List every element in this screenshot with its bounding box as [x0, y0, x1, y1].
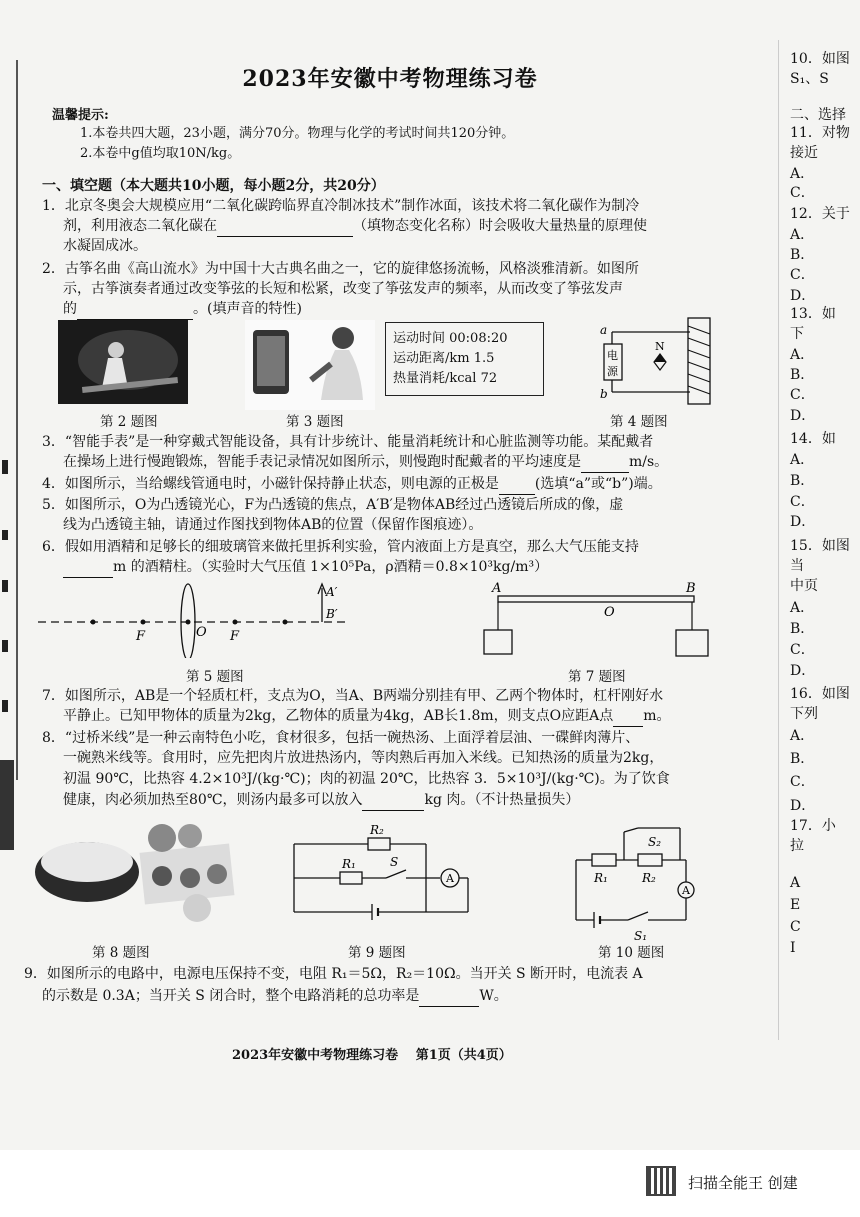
figure-5-diagram	[38, 578, 358, 658]
right-column-fragment: C．	[790, 185, 815, 201]
question-7-line-2	[63, 706, 671, 727]
power-label-1: 电	[607, 349, 618, 362]
right-column-fragment: S₁、S	[790, 71, 829, 87]
figure-4-caption: 第 4 题图	[610, 414, 668, 430]
figure-8-caption: 第 8 题图	[92, 945, 150, 961]
right-column-fragment: 接近	[790, 145, 818, 161]
right-column-fragment: D．	[790, 798, 816, 814]
column-divider	[778, 40, 779, 1040]
smartwatch-runner-illustration	[245, 320, 375, 410]
figure-10-diagram	[568, 820, 698, 942]
question-1-text-b: （填物态变化名称）时会吸收大量热量的原理使	[353, 218, 647, 234]
question-9-text-a: 的示数是 0.3A；当开关 S 闭合时，整个电路消耗的总功率是	[42, 988, 420, 1004]
fig10-r1-label: R₁	[594, 871, 608, 885]
right-column-fragment: C．	[790, 387, 815, 403]
question-3-text-a: 在操场上进行慢跑锻炼，智能手表记录情况如图所示，则慢跑时配戴者的平均速度是	[63, 454, 581, 470]
watch-calories: 热量消耗/kcal 72	[393, 371, 498, 386]
right-column-fragment: A．	[790, 166, 815, 182]
figure-7-caption: 第 7 题图	[568, 669, 626, 685]
qr-code-icon	[646, 1166, 676, 1196]
north-pole-label: N	[655, 340, 665, 353]
tips-line-2: 2.本卷中g值均取10N/kg。	[80, 146, 241, 161]
fig9-r1-label: R₁	[342, 857, 356, 871]
answer-blank-7[interactable]	[613, 712, 643, 727]
right-column-fragment: 13．如	[790, 306, 836, 322]
answer-blank-9[interactable]	[419, 992, 479, 1007]
right-column-fragment: 12．关于	[790, 206, 850, 222]
right-column-fragment: 拉	[790, 838, 804, 854]
focus-right-label: F	[230, 629, 240, 644]
right-column-fragment: A．	[790, 347, 815, 363]
right-column-fragment: 11．对物	[790, 125, 850, 141]
fig10-s2-label: S₂	[648, 835, 662, 849]
right-column-fragment: A．	[790, 600, 815, 616]
image-top-label: A′	[326, 585, 338, 599]
right-column-fragment: D．	[790, 514, 816, 530]
question-4-text-b: (选填“a”或“b”)端。	[534, 476, 662, 492]
question-6-line-1: 6．假如用酒精和足够长的细玻璃管来做托里拆利实验，管内液面上方是真空，那么大气压能支持	[42, 539, 639, 555]
right-column-fragment: B．	[790, 621, 815, 637]
right-column-fragment: 二、选择	[790, 107, 846, 123]
question-1-text-a: 剂，利用液态二氧化碳在	[63, 218, 217, 234]
right-column-fragment: 中页	[790, 578, 818, 594]
right-column-fragment: C	[790, 919, 801, 935]
question-2-text-b: 。(填声音的特性)	[193, 301, 302, 317]
figure-2-photo	[58, 320, 188, 404]
right-column-fragment: I	[790, 940, 796, 956]
question-2-text-a: 的	[63, 301, 77, 317]
power-label-2: 源	[607, 365, 618, 378]
figure-2-caption: 第 2 题图	[100, 414, 158, 430]
right-column-fragment: B．	[790, 367, 815, 383]
figure-9-diagram	[288, 822, 478, 932]
question-7-text-a: 平静止。已知甲物体的质量为2kg，乙物体的质量为4kg，AB长1.8m，则支点O应距A点	[63, 708, 614, 724]
right-column-fragment: A	[790, 875, 801, 891]
right-column-fragment: 14．如	[790, 431, 836, 447]
guzheng-player-illustration	[58, 320, 188, 404]
page-footer: 2023年安徽中考物理练习卷 第1页（共4页）	[232, 1048, 512, 1063]
answer-blank-1[interactable]	[217, 222, 353, 237]
figure-7-diagram	[478, 578, 718, 660]
question-2-line-2: 示，古筝演奏者通过改变筝弦的长短和松紧，改变了筝弦发声的频率，从而改变了筝弦发声	[63, 281, 623, 297]
question-1-line-2	[63, 216, 647, 237]
right-column-fragment: A．	[790, 728, 815, 744]
scanner-brand-label: 扫描全能王 创建	[688, 1174, 798, 1192]
right-column-fragment: 10．如图	[790, 51, 850, 67]
question-8-text-a: 健康，肉必须加热至80℃，则汤内最多可以放入	[63, 792, 363, 808]
figure-4-diagram	[598, 314, 728, 406]
right-column-fragment: A．	[790, 227, 815, 243]
question-8-line-2: 一碗熟米线等。食用时，应先把肉片放进热汤内，等肉熟后再加入米线。已知热汤的质量为2kg，	[63, 750, 664, 766]
figure-9-caption: 第 9 题图	[348, 945, 406, 961]
figure-3-caption: 第 3 题图	[286, 414, 344, 430]
right-column-fragment: 下	[790, 326, 804, 342]
binding-edge	[0, 60, 22, 780]
question-8-line-1: 8．“过桥米线”是一种云南特色小吃，食材很多，包括一碗热汤、上面浮着层油、一碟鲜肉薄片、	[42, 730, 640, 746]
question-4-line	[42, 474, 662, 495]
question-2-line-3	[63, 299, 302, 320]
question-7-line-1: 7．如图所示，AB是一个轻质杠杆，支点为O，当A、B两端分别挂有甲、乙两个物体时，杠杆刚好水	[42, 688, 664, 704]
question-3-line-2	[63, 452, 668, 473]
answer-blank-2[interactable]	[77, 305, 193, 320]
question-9-text-b: W。	[479, 988, 508, 1004]
right-column-fragment: C．	[790, 642, 815, 658]
right-column-fragment: 17．小	[790, 818, 836, 834]
terminal-a-label: a	[600, 323, 608, 337]
right-column-fragment: 当	[790, 558, 804, 574]
question-1-line-1: 1．北京冬奥会大规模应用“二氧化碳跨临界直冷制冰技术”制作冰面，该技术将二氧化碳作为制冷	[42, 198, 640, 214]
question-7-text-b: m。	[643, 708, 671, 724]
fig9-ammeter-label: A	[446, 872, 454, 885]
question-6-line-2	[63, 557, 548, 578]
right-column-fragment: 15．如图	[790, 538, 850, 554]
question-5-line-2: 线为凸透镜主轴，请通过作图找到物体AB的位置（保留作图痕迹）。	[63, 517, 483, 533]
watch-distance: 运动距离/km 1.5	[393, 351, 495, 366]
fig10-r2-label: R₂	[642, 871, 656, 885]
focus-left-label: F	[136, 629, 146, 644]
side-shadow	[0, 760, 14, 850]
fig9-r2-label: R₂	[370, 823, 384, 837]
fig10-ammeter-label: A	[682, 884, 690, 897]
right-column-fragment: B．	[790, 473, 815, 489]
right-column-fragment: D．	[790, 663, 816, 679]
answer-blank-4[interactable]	[499, 480, 535, 495]
question-8-line-4	[63, 790, 579, 811]
terminal-b-label: b	[600, 387, 608, 401]
right-column-fragment: C．	[790, 267, 815, 283]
optical-center-label: O	[196, 625, 207, 640]
figure-10-caption: 第 10 题图	[598, 945, 665, 961]
question-3-line-1: 3．“智能手表”是一种穿戴式智能设备，具有计步统计、能量消耗统计和心脏监测等功能。某配戴者	[42, 434, 654, 450]
question-1-line-3: 水凝固成冰。	[63, 238, 147, 254]
right-column-fragment: D．	[790, 408, 816, 424]
section-1-heading: 一、填空题（本大题共10小题，每小题2分，共20分）	[42, 178, 385, 194]
right-column-fragment: E	[790, 897, 801, 913]
question-6-text-b: m 的酒精柱。（实验时大气压值 1×10⁵Pa，ρ酒精＝0.8×10³kg/m³）	[113, 559, 549, 575]
question-9-line-2	[42, 986, 508, 1007]
right-column-fragment: 下列	[790, 706, 818, 722]
fig10-s1-label: S₁	[634, 929, 648, 942]
answer-blank-6[interactable]	[63, 563, 113, 578]
lever-end-b-label: B	[686, 581, 696, 596]
question-2-line-1: 2．古筝名曲《高山流水》为中国十大古典名曲之一，它的旋律悠扬流畅，风格淡雅清新。如图所	[42, 261, 639, 277]
image-bottom-label: B′	[326, 607, 338, 621]
page-title: 2023年安徽中考物理练习卷	[242, 66, 538, 92]
fig9-switch-label: S	[390, 855, 399, 869]
question-8-line-3: 初温 90℃，比热容 4.2×10³J/(kg·℃)；肉的初温 20℃，比热容 3．5×10³J/(kg·℃)。为了饮食	[63, 771, 670, 787]
right-column-fragment: B．	[790, 247, 815, 263]
watch-time: 运动时间 00:08:20	[393, 331, 508, 346]
question-3-text-b: m/s。	[629, 454, 669, 470]
question-5-line-1: 5．如图所示，O为凸透镜光心，F为凸透镜的焦点，A′B′是物体AB经过凸透镜后所成的像，虚	[42, 497, 624, 513]
fulcrum-label: O	[604, 605, 615, 620]
tips-line-1: 1.本卷共四大题，23小题，满分70分。物理与化学的考试时间共120分钟。	[80, 126, 515, 141]
right-column-fragment: C．	[790, 774, 815, 790]
lever-end-a-label: A	[492, 581, 502, 596]
question-9-line-1: 9．如图所示的电路中，电源电压保持不变，电阻 R₁＝5Ω，R₂＝10Ω。当开关 S 断开时，电流表 A	[24, 966, 643, 982]
right-column-fragment: D．	[790, 288, 816, 304]
question-8-text-b: kg 肉。（不计热量损失）	[424, 792, 580, 808]
right-column-fragment: 16．如图	[790, 686, 850, 702]
right-column-fragment: C．	[790, 494, 815, 510]
tips-heading: 温馨提示:	[52, 108, 109, 123]
right-column-fragment: A．	[790, 452, 815, 468]
figure-5-caption: 第 5 题图	[186, 669, 244, 685]
right-column-fragment: B．	[790, 751, 815, 767]
figure-3-photo	[245, 320, 375, 410]
question-4-text-a: 4．如图所示，当给螺线管通电时，小磁针保持静止状态，则电源的正极是	[42, 476, 499, 492]
figure-8-photo	[32, 812, 242, 932]
answer-blank-3[interactable]	[581, 458, 629, 473]
answer-blank-8[interactable]	[362, 796, 424, 811]
